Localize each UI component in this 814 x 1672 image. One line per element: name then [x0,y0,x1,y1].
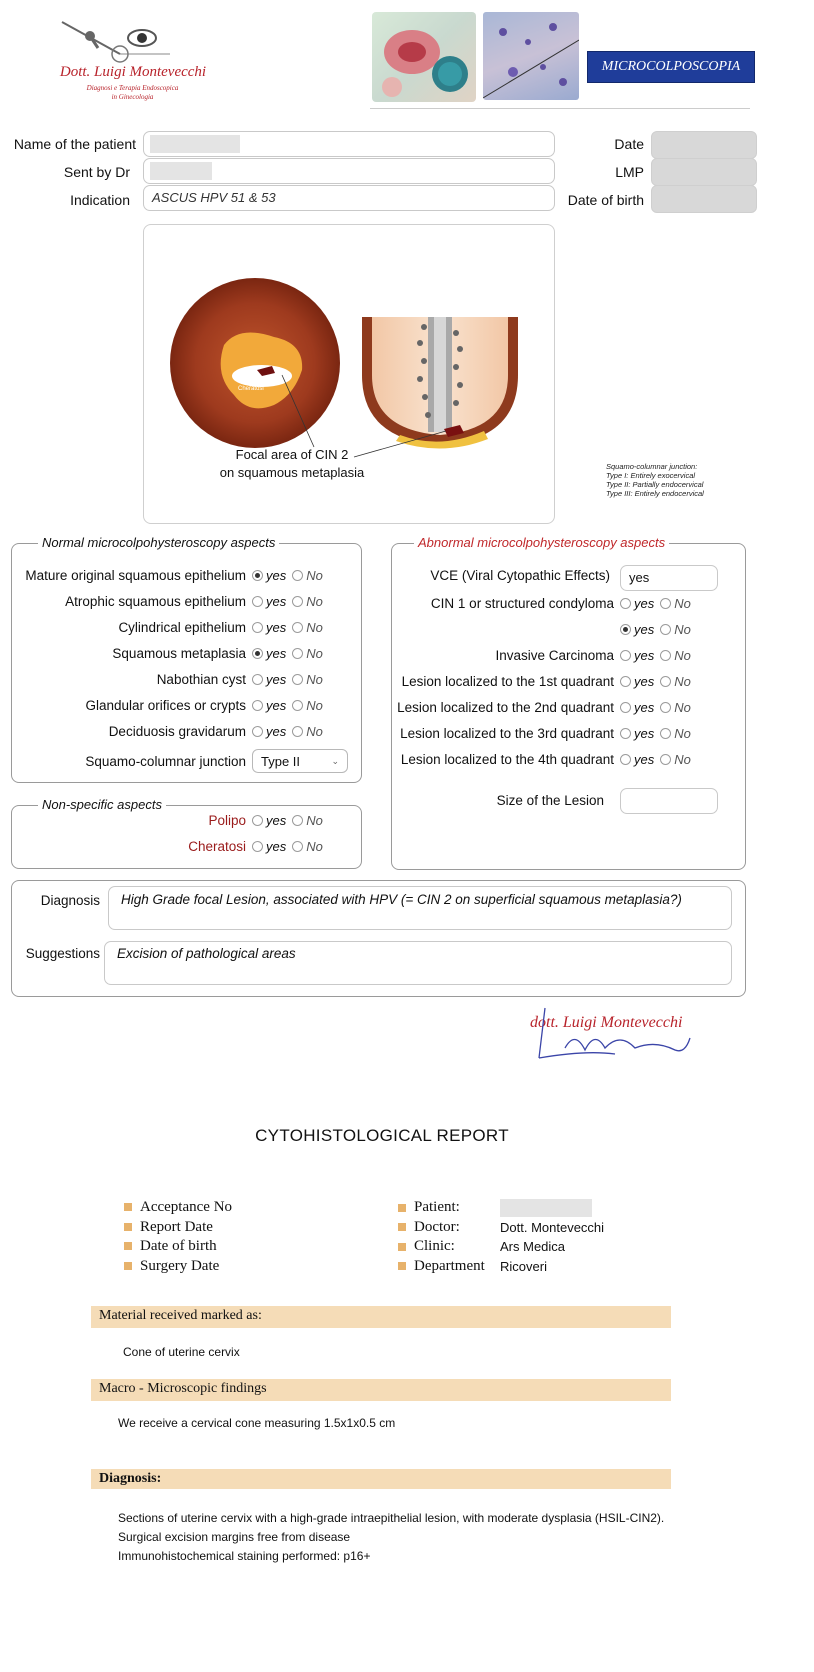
yes-radio[interactable] [252,570,263,581]
yes-radio[interactable] [620,676,631,687]
nonspecific-row-1: Cheratosi yes No [14,833,360,859]
logo-subtitle-2: in Ginecologia [111,93,154,101]
material-text: Cone of uterine cervix [123,1345,240,1359]
indication-label: Indication [70,192,130,208]
sent-by-label: Sent by Dr [63,164,130,180]
diagnosis-line-1: Sections of uterine cervix with a high-grade intraepithelial lesion, with moderate dysplasia (HSIL-CIN2). [118,1511,665,1525]
bullet-icon [398,1223,406,1231]
date-label: Date [614,136,644,152]
normal-row-4: Nabothian cyst yes No [14,666,360,692]
no-radio[interactable] [292,841,303,852]
scj-select-value: Type II [261,753,301,769]
focal-area-label-line2: on squamous metaplasia [219,465,365,480]
yes-radio[interactable] [252,726,263,737]
no-radio[interactable] [292,815,303,826]
bullet-icon [124,1242,132,1250]
suggestions-label: Suggestions [25,946,100,961]
no-radio[interactable] [292,596,303,607]
patient-name-label: Name of the patient [13,136,136,152]
nonspecific-row-label: Cheratosi [188,838,246,854]
dob-row: Date of birth [124,1237,232,1257]
no-radio[interactable] [292,674,303,685]
clinic-logo [50,14,210,104]
yes-radio[interactable] [620,754,631,765]
sent-by-input[interactable] [143,158,555,184]
no-radio[interactable] [660,650,671,661]
lmp-input[interactable] [651,158,757,186]
normal-row-label: Atrophic squamous epithelium [65,593,246,609]
doctor-name-logo: Dott. Luigi Montevecchi [59,64,207,80]
yes-radio[interactable] [620,598,631,609]
nonspecific-aspects-list [14,807,360,859]
no-radio[interactable] [660,754,671,765]
yes-radio[interactable] [252,841,263,852]
yes-radio[interactable] [252,700,263,711]
doctor-row: Doctor: Dott. Montevecchi [398,1218,604,1238]
abnormal-row-label: Lesion localized to the 1st quadrant [401,673,614,689]
vce-input[interactable]: yes [620,565,718,591]
scj-legend [606,462,704,498]
yes-radio[interactable] [252,674,263,685]
diagnosis-line-2: Surgical excision margins free from disease [118,1530,351,1544]
bullet-icon [124,1223,132,1231]
logo-subtitle-1: Diagnosi e Terapia Endoscopica [86,84,179,92]
yes-radio[interactable] [252,648,263,659]
indication-input[interactable]: ASCUS HPV 51 & 53 [143,185,555,211]
normal-row-6: Deciduosis gravidarum yes No [14,718,360,744]
report-right-fields [398,1198,604,1276]
patient-row: Patient: [398,1198,604,1218]
nonspecific-aspects-title: Non-specific aspects [38,797,166,812]
normal-row-3: Squamous metaplasia yes No [14,640,360,666]
abnormal-row-label: Lesion localized to the 3rd quadrant [400,725,614,741]
bullet-icon [124,1262,132,1270]
abnormal-aspects-title: Abnormal microcolpohysteroscopy aspects [414,535,669,550]
normal-row-label: Squamous metaplasia [112,645,246,661]
bullet-icon [398,1262,406,1270]
normal-row-label: Nabothian cyst [156,671,246,687]
bullet-icon [398,1243,406,1251]
patient-name-input[interactable] [143,131,555,157]
abnormal-row-label: Lesion localized to the 4th quadrant [400,751,614,767]
signature-name: dott. Luigi Montevecchi [530,1014,683,1031]
yes-radio[interactable] [620,702,631,713]
yes-radio[interactable] [620,650,631,661]
yes-radio[interactable] [252,596,263,607]
redacted-patient [500,1199,592,1217]
normal-aspects-title: Normal microcolpohysteroscopy aspects [38,535,279,550]
diagnosis-line-3: Immunohistochemical staining performed: p16+ [118,1549,371,1563]
no-radio[interactable] [292,622,303,633]
clinic-row: Clinic: Ars Medica [398,1237,604,1257]
nonspecific-row-0: Polipo yes No [14,807,360,833]
no-radio[interactable] [660,624,671,635]
no-radio[interactable] [660,702,671,713]
yes-radio[interactable] [252,622,263,633]
diagnosis-text [118,1509,664,1566]
no-radio[interactable] [292,726,303,737]
normal-row-2: Cylindrical epithelium yes No [14,614,360,640]
chevron-down-icon: ⌄ [331,755,339,766]
scj-legend-type2: Type II: Partially endocervical [606,480,704,489]
material-section-header: Material received marked as: [91,1306,671,1328]
scj-legend-type1: Type I: Entirely exocervical [606,471,696,480]
abnormal-row-label: Invasive Carcinoma [495,647,614,663]
abnormal-row-5: Lesion localized to the 3rd quadrant yes No [392,720,742,746]
normal-row-1: Atrophic squamous epithelium yes No [14,588,360,614]
macro-text: We receive a cervical cone measuring 1.5x1x0.5 cm [118,1416,396,1430]
lesion-size-label: Size of the Lesion [496,793,604,808]
os-label: Cheratosi [238,386,264,392]
vce-label: VCE (Viral Cytopathic Effects) [430,568,610,583]
report-title: CYTOHISTOLOGICAL REPORT [255,1126,509,1145]
macro-section-header: Macro - Microscopic findings [91,1379,671,1401]
diagnosis-section-header: Diagnosis: [91,1469,671,1489]
no-radio[interactable] [660,598,671,609]
abnormal-row-1: yes No [392,616,742,642]
cervix-diagram-panel [143,224,555,524]
dob-input[interactable] [651,185,757,213]
normal-row-label: Glandular orifices or crypts [85,697,246,713]
handwritten-signature [525,1000,715,1060]
surgery-date-row: Surgery Date [124,1257,232,1277]
abnormal-row-6: Lesion localized to the 4th quadrant yes No [392,746,742,772]
abnormal-row-0: CIN 1 or structured condyloma yes No [392,590,742,616]
bullet-icon [124,1203,132,1211]
header-divider [370,108,750,109]
suggestions-input[interactable]: Excision of pathological areas [104,941,732,985]
report-left-fields [124,1198,232,1276]
redacted-patient-name [150,135,240,153]
diagnosis-label: Diagnosis [40,893,100,908]
abnormal-row-2: Invasive Carcinoma yes No [392,642,742,668]
no-radio[interactable] [660,728,671,739]
scj-legend-type3: Type III: Entirely endocervical [606,489,704,498]
yes-radio[interactable] [620,624,631,635]
lmp-label: LMP [615,164,644,180]
header-photo-histology [483,12,579,100]
dob-label: Date of birth [567,192,644,208]
diagnosis-input[interactable]: High Grade focal Lesion, associated with HPV (= CIN 2 on superficial squamous metaplasia?) [108,886,732,930]
yes-radio[interactable] [620,728,631,739]
date-input[interactable] [651,131,757,159]
endoscope-logo-icon [50,14,210,66]
redacted-sent-by [150,162,212,180]
header-photo-colposcopy [372,12,476,102]
no-radio[interactable] [292,700,303,711]
abnormal-aspects-list [392,590,742,772]
abnormal-row-4: Lesion localized to the 2nd quadrant yes No [392,694,742,720]
normal-row-0: Mature original squamous epithelium yes No [14,562,360,588]
no-radio[interactable] [660,676,671,687]
abnormal-row-label: Lesion localized to the 2nd quadrant [397,699,614,715]
acceptance-no-row: Acceptance No [124,1198,232,1218]
department-row: Department Ricoveri [398,1257,604,1277]
no-radio[interactable] [292,570,303,581]
bullet-icon [398,1204,406,1212]
yes-radio[interactable] [252,815,263,826]
normal-aspects-list [14,562,360,778]
normal-row-label: Cylindrical epithelium [118,619,246,635]
scj-legend-title: Squamo-columnar junction: [606,462,698,471]
normal-row-5: Glandular orifices or crypts yes No [14,692,360,718]
nonspecific-row-label: Polipo [208,812,246,828]
microcolposcopia-banner: MICROCOLPOSCOPIA [587,51,755,83]
abnormal-row-3: Lesion localized to the 1st quadrant yes No [392,668,742,694]
normal-row-label: Mature original squamous epithelium [25,567,246,583]
lesion-size-input[interactable] [620,788,718,814]
report-date-row: Report Date [124,1218,232,1238]
scj-select[interactable] [252,749,348,773]
normal-row-label: Deciduosis gravidarum [108,723,246,739]
focal-area-label-line1: Focal area of CIN 2 [235,447,349,462]
scj-label: Squamo-columnar junction [85,753,246,769]
scj-row [14,744,360,778]
no-radio[interactable] [292,648,303,659]
abnormal-row-label: CIN 1 or structured condyloma [430,595,614,611]
